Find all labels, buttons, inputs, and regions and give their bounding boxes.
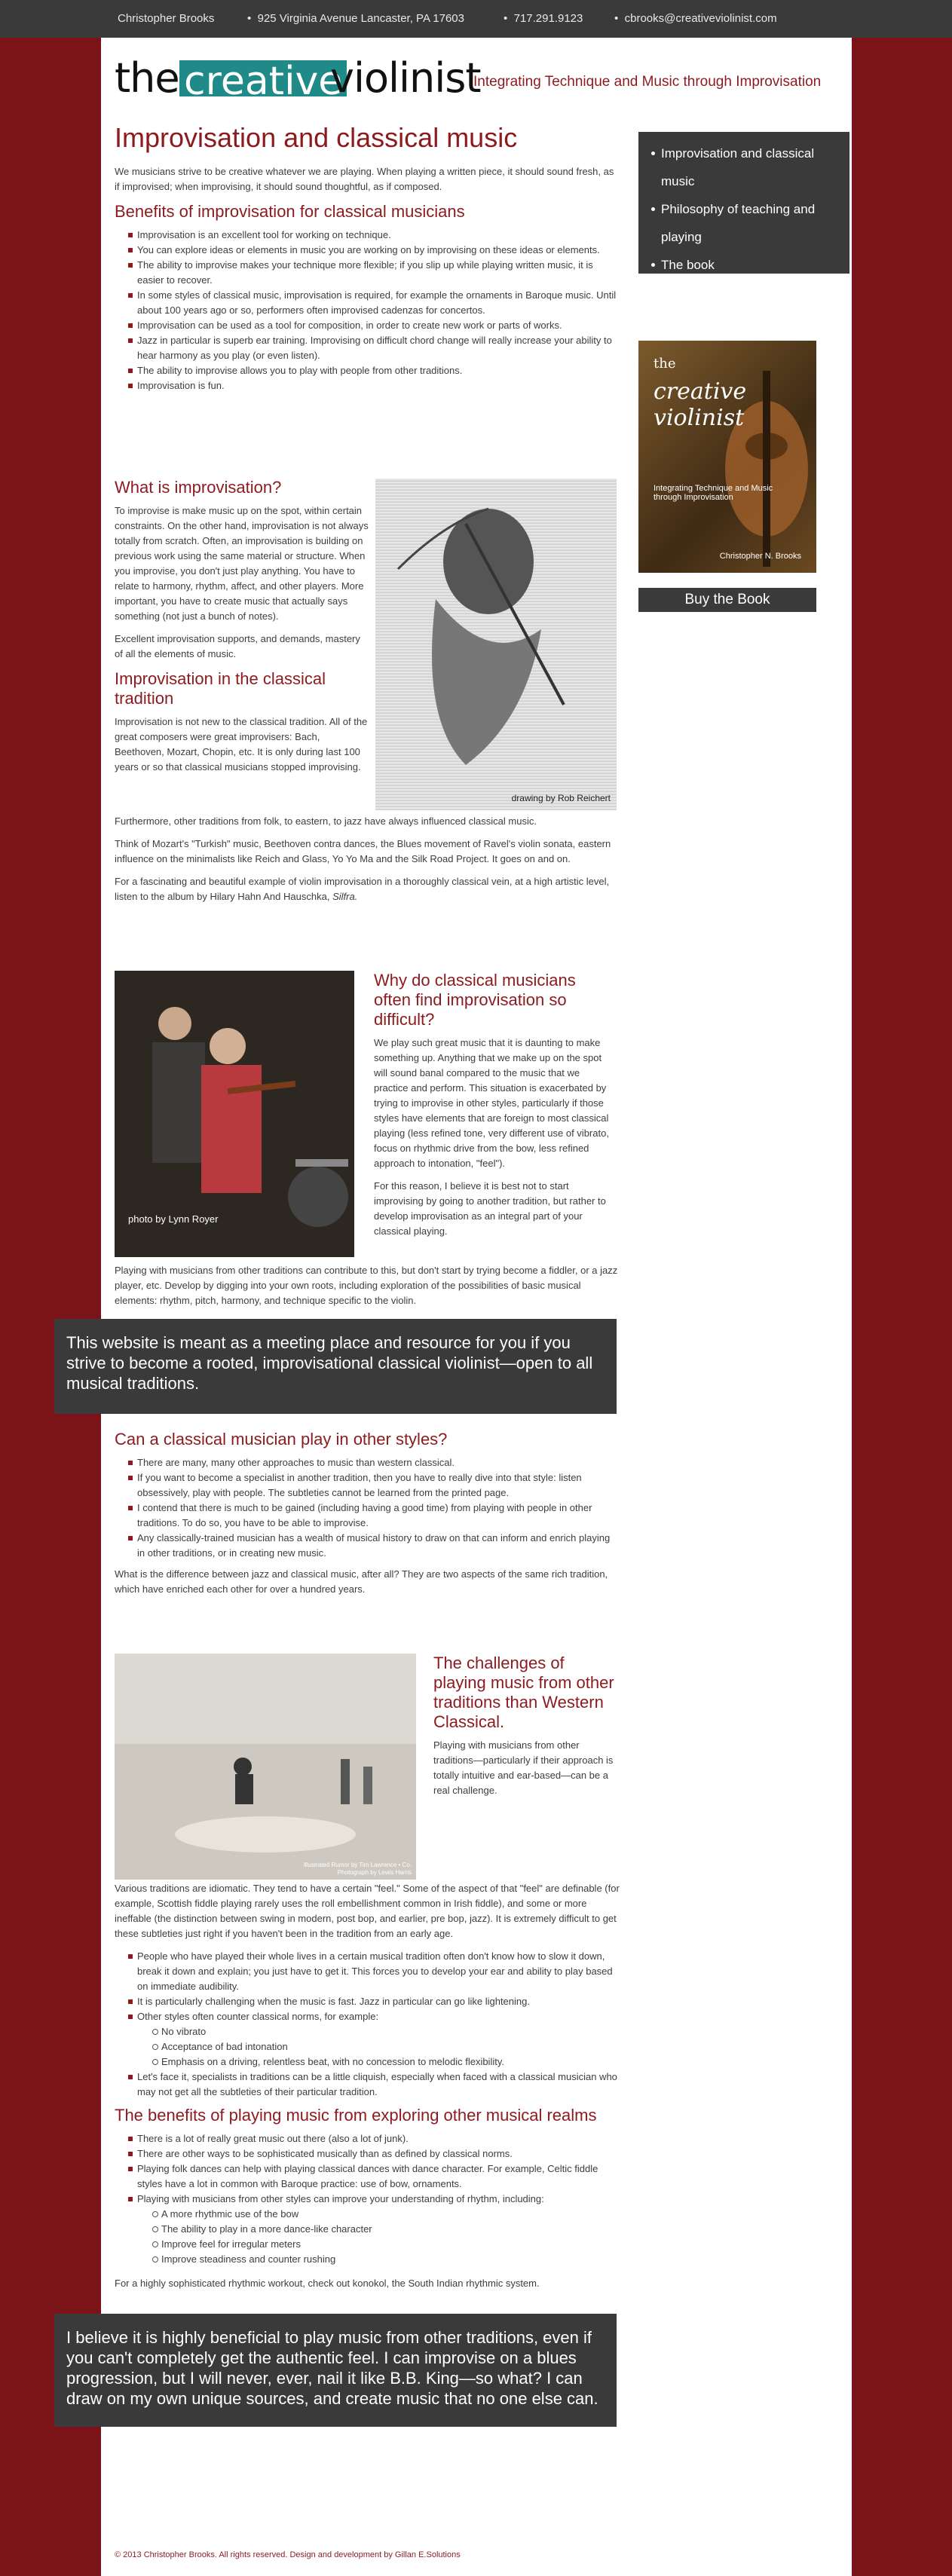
list-item: If you want to become a specialist in another tradition, then you have to really dive into that style: listen obsessively, play with people. The subtleties cannot be learned from the printed page. <box>128 1470 620 1501</box>
why-heading: Why do classical musicians often find improvisation so difficult? <box>374 971 576 1029</box>
challenges-paragraph: Various traditions are idiomatic. They tend to have a certain "feel." Some of the aspect of that "feel" are definable (for example, Scottish fiddle playing rarely uses the roll embellishment common in Irish fiddle), and some or more ineffable (the distinction between swing in modern, post bop, and earlier, pre bop, jazz). It is extremely difficult to get these subtleties just right if you haven't been in the tradition from an early age. <box>115 1883 620 1939</box>
bullet: • <box>614 12 619 25</box>
logo-the: the <box>115 54 179 102</box>
item-text: Other styles often counter classical norms, for example: <box>137 2011 379 2022</box>
installation-photo <box>115 1654 416 1880</box>
list-item: There are other ways to be sophisticated musically than as defined by classical norms. <box>128 2146 620 2161</box>
sub-item: Improve steadiness and counter rushing <box>152 2252 620 2267</box>
list-item: The ability to improvise makes your technique more flexible; if you slip up while playing written music, it is easier to recover. <box>128 258 620 288</box>
intro-text: We musicians strive to be creative whatever we are playing. When playing a written piece, it should sound fresh, as if improvised; when improvising, it should sound thoughtful, as if composed. <box>115 166 614 192</box>
page-container <box>66 38 852 2576</box>
contact-phone[interactable] <box>504 12 583 25</box>
bullet: • <box>247 12 252 25</box>
realms-list <box>115 2131 620 2267</box>
list-item: Jazz in particular is superb ear training. Improvising on difficult chord change will really increase your ability to hear harmony as you play (or even listen). <box>128 333 620 363</box>
callout-box: I believe it is highly beneficial to play music from other traditions, even if you can't completely get the authentic feel. I can improvise on a blues progression, but I will never, ever, nail it like B.B. King—so what? I can draw on my own unique sources, and create music that no one else can. <box>54 2314 617 2427</box>
contact-address <box>247 12 464 25</box>
sidebar-item-workshops[interactable]: Creative violinist workshops <box>638 279 849 307</box>
list-item: Improvisation is fun. <box>128 378 620 393</box>
realms-heading: The benefits of playing music from exploring other musical realms <box>115 2106 597 2125</box>
list-item: Improvisation is an excellent tool for working on technique. <box>128 228 620 243</box>
challenges-list <box>115 1949 620 2100</box>
logo-violinist: violinist <box>330 54 481 102</box>
list-item: There is a lot of really great music out there (also a lot of junk). <box>128 2131 620 2146</box>
book-cover[interactable] <box>638 341 816 573</box>
book-title-the: the <box>654 356 676 372</box>
callout-box: This website is meant as a meeting place and resource for you if you strive to become a rooted, improvisational classical violinist—open to all musical traditions. <box>54 1319 617 1414</box>
drawing-image <box>375 479 617 810</box>
sidebar-nav <box>638 132 849 328</box>
list-item: You can explore ideas or elements in music you are working on by improvising on these ideas or elements. <box>128 243 620 258</box>
violin-icon <box>638 341 816 573</box>
sub-item: A more rhythmic use of the bow <box>152 2207 620 2222</box>
list-item: It is particularly challenging when the music is fast. Jazz in particular can go like lightening. <box>128 1994 620 2009</box>
installation-figure <box>115 1654 416 1880</box>
address-text: 925 Virginia Avenue Lancaster, PA 17603 <box>257 12 464 25</box>
list-item: There are many, many other approaches to music than western classical. <box>128 1455 620 1470</box>
drawing-figure <box>375 479 617 810</box>
list-item: Playing folk dances can help with playing classical dances with dance character. For example, Celtic fiddle styles have a lot in common with Baroque practice: use of bow, ornaments. <box>128 2161 620 2192</box>
list-item: In some styles of classical music, improvisation is required, for example the ornaments in Baroque music. Until about 100 years ago or so, performers often improvised cadenzas for concertos. <box>128 288 620 318</box>
sub-item: Acceptance of bad intonation <box>152 2039 620 2054</box>
list-item <box>128 2009 620 2070</box>
tradition-paragraph: Furthermore, other traditions from folk, to eastern, to jazz have always influenced classical music. <box>115 815 537 827</box>
benefits-list <box>115 228 620 393</box>
album-text: For a fascinating and beautiful example of violin improvisation in a thoroughly classical vein, at a high artistic level, listen to the album by Hilary Hahn And Hauschka, <box>115 876 610 902</box>
book-author: Christopher N. Brooks <box>719 552 801 561</box>
list-item: I contend that there is much to be gained (including having a good time) from playing with people in other traditions. To do so, you have to be able to improvise. <box>128 1501 620 1531</box>
footer-copyright: © 2013 Christopher Brooks. All rights reserved. Design and development by Gillan E.Solutions <box>115 2550 461 2559</box>
buy-book-button[interactable]: Buy the Book <box>638 588 816 612</box>
contact-email[interactable] <box>614 12 777 25</box>
realms-after: For a highly sophisticated rhythmic workout, check out konokol, the South Indian rhythmic system. <box>115 2278 540 2289</box>
top-contact-bar <box>0 0 952 38</box>
challenges-paragraph: Playing with musicians from other traditions—particularly if their approach is totally intuitive and ear-based—can be a real challenge. <box>433 1739 614 1796</box>
tradition-paragraph <box>115 874 620 904</box>
why-paragraph: Playing with musicians from other traditions can contribute to this, but don't start by trying become a fiddler, or a jazz player, etc. Develop by digging into your own roots, including exploration of the possibilities of basic musical elements: rhythm, pitch, harmony, and technique specific to the violin. <box>115 1265 618 1306</box>
list-item: The ability to improvise allows you to play with people from other traditions. <box>128 363 620 378</box>
tradition-paragraph: Improvisation is not new to the classical tradition. All of the great composers were great improvisers: Bach, Beethoven, Mozart, Chopin, etc. It is only during last 100 years or so that classical musicians stopped improvising. <box>115 716 368 772</box>
sub-list <box>137 2024 620 2070</box>
photo-caption: photo by Lynn Royer <box>128 1213 219 1225</box>
sub-list <box>137 2207 620 2267</box>
logo-creative: creative <box>179 60 347 96</box>
email-text: cbrooks@creativeviolinist.com <box>624 12 777 25</box>
tradition-heading: Improvisation in the classical tradition <box>115 669 326 708</box>
book-subtitle: Integrating Technique and Music through Improvisation <box>654 484 773 502</box>
sidebar-item-book[interactable]: The book <box>638 251 849 279</box>
contact-name: Christopher Brooks <box>118 12 215 25</box>
list-item: Any classically-trained musician has a wealth of musical history to draw on that can inform and enrich playing in other traditions, or in creating new music. <box>128 1531 620 1561</box>
album-title: Silfra. <box>332 891 358 902</box>
what-paragraph: Excellent improvisation supports, and demands, mastery of all the elements of music. <box>115 633 360 659</box>
other-styles-after: What is the difference between jazz and classical music, after all? They are two aspects of the same rich tradition, which have enriched each other for over a hundred years. <box>115 1568 608 1595</box>
challenges-heading: The challenges of playing music from other traditions than Western Classical. <box>433 1654 614 1731</box>
drawing-caption: drawing by Rob Reichert <box>511 793 611 803</box>
sidebar-item-improvisation[interactable]: Improvisation and classical music <box>638 139 849 195</box>
benefits-heading: Benefits of improvisation for classical musicians <box>115 202 465 221</box>
what-paragraph: To improvise is make music up on the spot, within certain constraints. On the other hand, improvisation is not always totally from scratch. Often, an improvisation is building on previous work using the same material or structure. When you improvise, you don't just play anything. You have to relate to harmony, rhythm, affect, and other players. More important, you have to create music that actually says something (not just a bunch of notes). <box>115 505 369 622</box>
sub-item: No vibrato <box>152 2024 620 2039</box>
why-paragraph: For this reason, I believe it is best not to start improvising by going to another tradition, but rather to develop improvisation as an integral part of your classical playing. <box>374 1180 606 1237</box>
sub-item: Emphasis on a driving, relentless beat, with no concession to melodic flexibility. <box>152 2054 620 2070</box>
installation-caption: Illustrated Rumor by Tim Lawrence • Co. Photograph by Lewis Harris <box>303 1862 412 1876</box>
what-heading: What is improvisation? <box>115 478 282 497</box>
list-item: Let's face it, specialists in traditions can be a little cliquish, especially when faced with a classical musician who may not get all the subtleties of their particular tradition. <box>128 2070 620 2100</box>
book-title: creative violinist <box>654 378 747 431</box>
why-paragraph: We play such great music that it is daunting to make something up. Anything that we make up on the spot will sound banal compared to the music that we practice and perform. This situation is exacerbated by trying to improvise in other styles, particularly if those styles have elements that are foreign to most classical playing (less refined tone, very different use of vibrato, focus on rhythmic drive from the bow, less refined approach to intonation, "feel"). <box>374 1037 609 1169</box>
sub-item: The ability to play in a more dance-like character <box>152 2222 620 2237</box>
site-tagline: Integrating Technique and Music through Improvisation <box>473 74 822 90</box>
sidebar-item-philosophy[interactable]: Philosophy of teaching and playing <box>638 195 849 251</box>
other-styles-list <box>115 1455 620 1561</box>
item-text: Playing with musicians from other styles can improve your understanding of rhythm, including: <box>137 2193 544 2204</box>
sidebar-item-blog[interactable]: Music blog <box>638 307 849 335</box>
bullet: • <box>504 12 508 25</box>
page-title: Improvisation and classical music <box>115 122 518 153</box>
phone-text: 717.291.9123 <box>513 12 583 25</box>
sub-item: Improve feel for irregular meters <box>152 2237 620 2252</box>
performance-photo <box>115 971 354 1257</box>
list-item <box>128 2192 620 2267</box>
list-item: People who have played their whole lives in a certain musical tradition often don't know how to slow it down, break it down and explain; you just have to get it. This forces you to develop your ear and ability to play based on immediate audibility. <box>128 1949 620 1994</box>
other-styles-heading: Can a classical musician play in other styles? <box>115 1430 448 1449</box>
tradition-paragraph: Think of Mozart's "Turkish" music, Beethoven contra dances, the Blues movement of Ravel's violin sonata, eastern influence on the minimalists like Reich and Glass, Yo Yo Ma and the Silk Road Project. It goes on and on. <box>115 838 611 864</box>
list-item: Improvisation can be used as a tool for composition, in order to create new work or parts of works. <box>128 318 620 333</box>
